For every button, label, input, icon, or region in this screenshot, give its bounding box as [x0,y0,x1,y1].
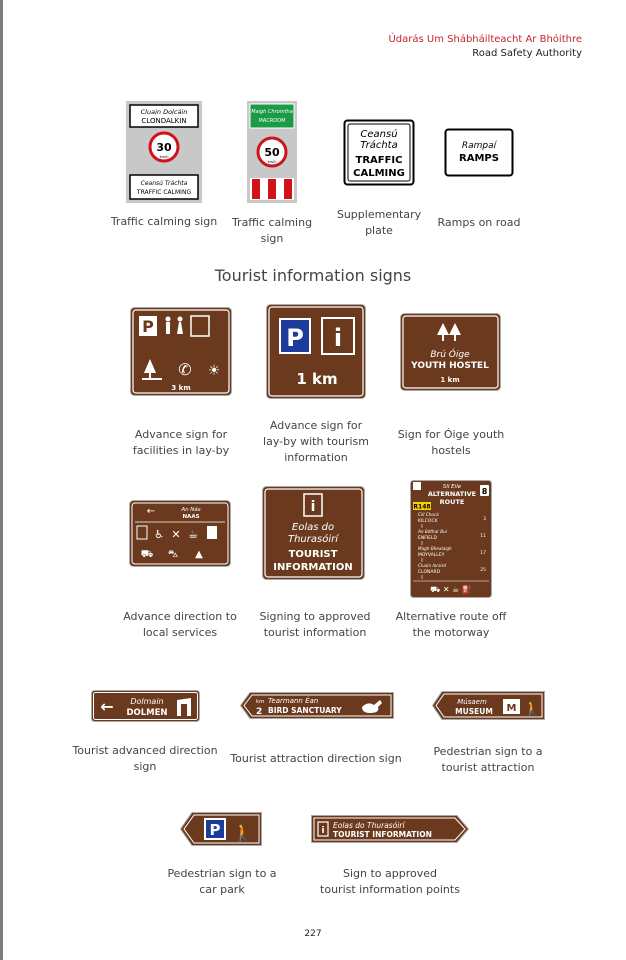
caption-line: hostels [431,444,471,457]
caption-line: information [284,451,348,464]
info-letter: i [321,826,325,836]
sign-text: TOURIST INFORMATION [333,830,432,839]
car-park-pedestrian-sign [180,812,262,846]
viewpoint-icon: ☀ [207,363,221,379]
info-letter: i [333,324,343,352]
destination-distance: 3 [483,517,486,522]
pedestrian-icon: 🚶 [523,701,541,717]
page-edge [0,0,3,960]
supplementary-plate-sign [343,119,415,186]
sign-text: Rampaí [461,141,497,151]
sign-text: DOLMEN [126,708,168,718]
layby-facilities-sign [130,307,232,396]
parking-letter: P [142,317,154,336]
parking-letter: P [209,821,221,839]
caption-line: car park [199,883,245,896]
museum-letter: M [506,703,517,714]
sign-text: Thurasóirí [287,534,339,545]
distance: 1 km [440,376,460,384]
traffic-calming-sign-1 [126,101,202,203]
sign-text: An Nás [181,507,201,513]
motorway-icon [413,482,421,490]
tourist-information-sign [262,486,365,580]
speed-unit: km/h [267,160,277,164]
alternative-route-sign [410,480,492,598]
distance-unit: km [256,699,265,705]
caption-line: Sign for Óige youth [397,428,505,441]
caption-line: Supplementary [336,208,422,221]
destination-irish: An Bóthar Buí [418,529,447,534]
caption-line: Sign to approved [342,867,437,880]
sign-text: MACROOM [258,118,286,124]
sign-text: Ceansú [360,129,398,140]
caption-alternative-route [390,609,512,641]
caption-youth-hostel [390,427,512,459]
caption-line: sign [133,760,157,773]
caption-line: Pedestrian sign to a [433,745,543,758]
camping-icon: ▲ [195,549,203,560]
caption-tourist-info-points [316,866,464,898]
caption-layby-tourism [256,418,376,466]
caption-line: Alternative route off [395,610,507,623]
cafe-icon: ☕ [188,528,198,541]
destination-distance: 11 [480,534,486,539]
header-irish: Údarás Um Shábháilteacht Ar Bhóithre [388,34,582,45]
traffic-calming-sign-2 [247,101,297,203]
arrow-left-icon: ← [100,697,114,716]
caption-line: Advance sign for [134,428,228,441]
museum-pedestrian-sign [432,691,545,720]
sign-text: Eolas do [291,522,335,533]
distance: 3 km [171,384,191,392]
destination-name: ENFIELD [418,536,437,541]
caption-ramps: Ramps on road [437,216,521,229]
caption-traffic-calming-2: Traffic calming sign [231,216,313,245]
destination-irish: Cluain Ioraird [418,563,447,568]
caption-line: tourist attraction [441,761,535,774]
sign-text: Cluain Dolcáin [140,108,188,116]
caption-tourist-advanced-direction [72,743,218,775]
caption-tourist-information [254,609,376,641]
destination-distance: 25 [480,568,486,573]
sign-text: Tearmann Éan [268,697,319,705]
caption-supplementary-plate [334,207,424,239]
sign-text: Ceansú Tráchta [140,180,188,187]
caption-line: the motorway [412,626,490,639]
distance: 1 km [296,370,338,388]
youth-hostel-sign [400,313,501,391]
route-number: 8 [481,487,488,496]
sign-text: CALMING [353,168,405,179]
caption-traffic-calming-1: Traffic calming sign [110,215,218,228]
route-badge: R148 [413,503,431,511]
destination-name: MOYVALLEY [418,553,445,558]
parking-letter: P [286,324,304,352]
caravan-icon: ⛍ [167,549,179,560]
caption-line: Signing to approved [259,610,371,623]
caption-line: Tourist advanced direction [72,744,218,757]
destination-irish: Cill Chocá [418,512,439,517]
ramps-sign [444,128,514,177]
arrow-left-icon: ← [146,506,156,517]
sign-text: Dolmain [130,697,164,706]
caption-line: facilities in lay-by [132,444,230,457]
fuel-icon [207,526,217,539]
destination-name: CLONARD [418,570,441,575]
restaurant-icon: ✕ [171,528,181,541]
sign-text: Slí Eile [442,484,462,490]
sign-text: MUSEUM [455,707,493,716]
caption-line: Advance direction to [123,610,237,623]
sign-text: Músaem [457,698,487,706]
picnic-icon: ⛟ [140,549,154,560]
sign-text: INFORMATION [273,562,353,573]
caption-line: tourist information points [320,883,460,896]
sign-text: TRAFFIC [355,155,403,166]
caption-line: lay-by with tourism [263,435,369,448]
pedestrian-icon: 🚶 [232,823,254,843]
sign-text: CLONDALKIN [141,117,187,125]
caption-pedestrian-attraction [424,744,552,776]
sign-text: RAMPS [459,153,499,164]
speed-value: 30 [156,141,172,154]
sign-text: NAAS [182,514,200,520]
caption-line: Pedestrian sign to a [167,867,277,880]
sign-text: ROUTE [439,498,465,506]
sign-text: BIRD SANCTUARY [268,706,342,715]
dolmen-direction-sign [91,690,200,722]
section-title: Tourist information signs [214,266,412,285]
destination-distance: 17 [480,551,486,556]
telephone-icon: ✆ [178,360,192,379]
sign-text: Tráchta [360,140,398,151]
destination-name: KILCOCK [418,519,438,524]
destination-irish: Magh Bhealaigh [418,546,452,551]
sign-text: Maigh Chromtha [251,109,293,115]
speed-value: 50 [264,146,280,159]
caption-tourist-attraction-direction: Tourist attraction direction sign [230,752,402,765]
distance: 2 [256,707,263,717]
caption-local-services [116,609,244,641]
header-english: Road Safety Authority [472,48,582,59]
caption-line: Advance sign for [269,419,363,432]
caption-line: local services [142,626,218,639]
bird-sanctuary-direction-sign [240,692,394,719]
toilets-icon: ♿ [154,528,164,541]
sign-text: TOURIST [288,549,338,560]
sign-text: YOUTH HOSTEL [411,361,489,371]
sign-text: ALTERNATIVE [427,490,477,498]
sign-text: Brú Óige [430,350,470,360]
speed-unit: km/h [159,155,169,159]
services-icon: ⛟ ✕ ☕ ⛽ [430,585,472,594]
info-letter: i [310,499,316,515]
sign-text: Eolas do Thurasóirí [333,821,405,830]
caption-line: tourist information [263,626,367,639]
layby-tourism-info-sign [266,304,366,399]
sign-text: TRAFFIC CALMING [136,189,192,196]
local-services-direction-sign [129,500,231,567]
page-number: 227 [304,929,322,939]
caption-layby-facilities [116,427,246,459]
caption-pedestrian-car-park [160,866,284,898]
tourist-information-point-sign [311,815,469,843]
caption-line: plate [365,224,393,237]
